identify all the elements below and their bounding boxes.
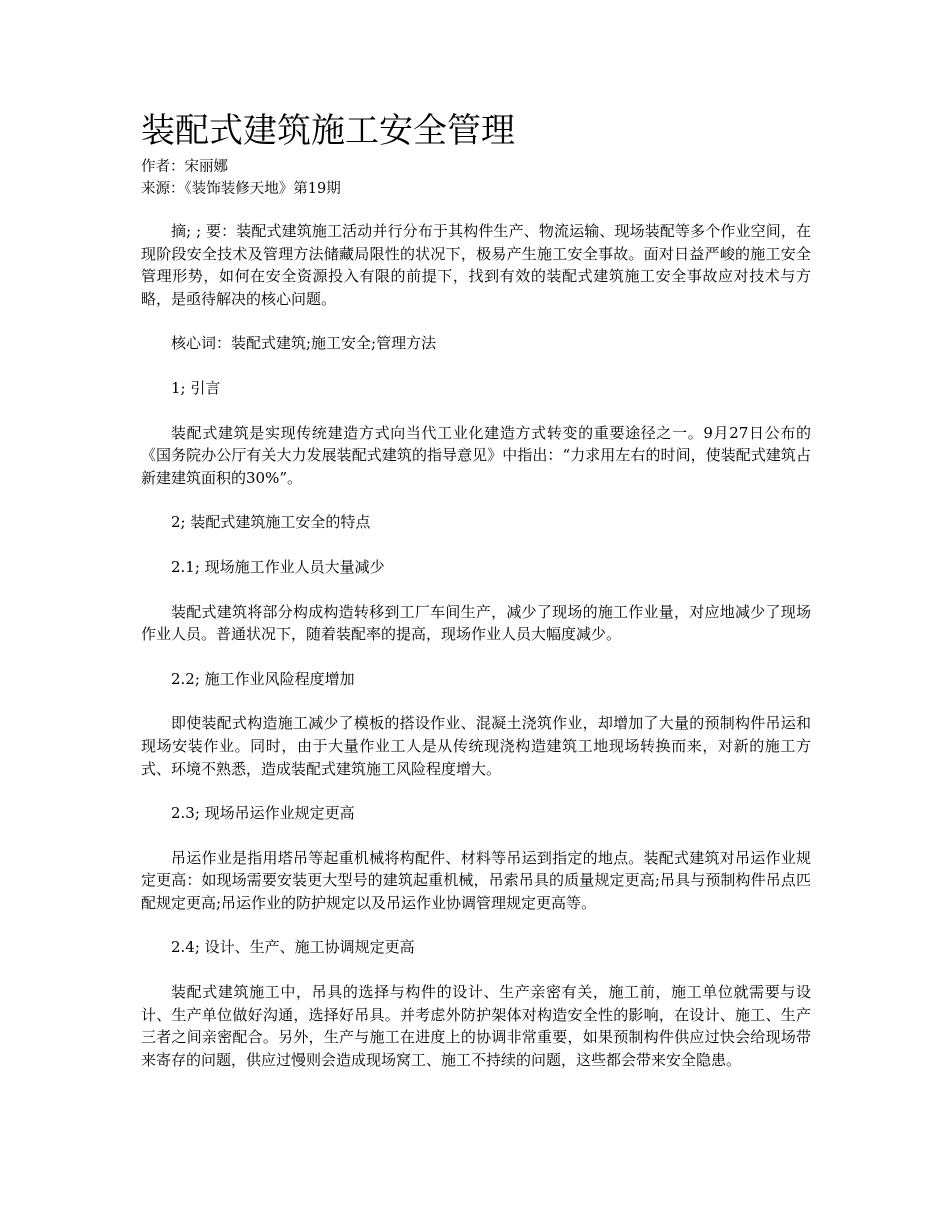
source-line: 来源：《装饰装修天地》第19期 (141, 181, 341, 197)
document-title: 装配式建筑施工安全管理 (141, 111, 515, 151)
subsection-heading-2-4: 2.4; 设计、生产、施工协调规定更高 (171, 938, 415, 957)
subsection-heading-2-3: 2.3; 现场吊运作业规定更高 (171, 804, 355, 823)
subsection-heading-2-2: 2.2; 施工作业风险程度增加 (171, 669, 355, 688)
paragraph-2-1: 装配式建筑将部分构成构造转移到工厂车间生产，减少了现场的施工作业量，对应地减少了现场作业人员。普通状况下，随着装配率的提高，现场作业人员大幅度减少。 (141, 602, 811, 644)
document-page (141, 108, 811, 1093)
section-heading-1: 1; 引言 (171, 378, 221, 397)
abstract-paragraph: 摘; ; 要：装配式建筑施工活动并行分布于其构件生产、物流运输、现场装配等多个作业空间，在现阶段安全技术及管理方法储藏局限性的状况下，极易产生施工安全事故。面对日益严峻的施工安全管理形势，如何在安全资源投入有限的前提下，找到有效的装配式建筑施工安全事故应对技术与方略，是亟待解决的核心问题。 (141, 222, 811, 308)
document-meta (141, 156, 811, 200)
subsection-heading-2-1: 2.1; 现场施工作业人员大量减少 (171, 557, 385, 576)
intro-paragraph: 装配式建筑是实现传统建造方式向当代工业化建造方式转变的重要途径之一。9月27日公布的《国务院办公厅有关大力发展装配式建筑的指导意见》中指出：“力求用左右的时间，使装配式建筑占新建建筑面积的30%”。 (141, 423, 811, 487)
paragraph-2-3: 吊运作业是指用塔吊等起重机械将构配件、材料等吊运到指定的地点。装配式建筑对吊运作业规定更高：如现场需要安装更大型号的建筑起重机械，吊索吊具的质量规定更高;吊具与预制构件吊点匹配规定更高;吊运作业的防护规定以及吊运作业协调管理规定更高等。 (141, 848, 811, 912)
paragraph-2-4: 装配式建筑施工中，吊具的选择与构件的设计、生产亲密有关，施工前，施工单位就需要与设计、生产单位做好沟通，选择好吊具。并考虑外防护架体对构造安全性的影响，在设计、施工、生产三者之间亲密配合。另外，生产与施工在进度上的协调非常重要，如果预制构件供应过快会给现场带来寄存的问题，供应过慢则会造成现场窝工、施工不持续的问题，这些都会带来安全隐患。 (141, 983, 811, 1069)
section-heading-2: 2; 装配式建筑施工安全的特点 (171, 513, 371, 532)
author-line: 作者：宋丽娜 (141, 159, 228, 175)
paragraph-2-2: 即使装配式构造施工减少了模板的搭设作业、混凝土浇筑作业，却增加了大量的预制构件吊运和现场安装作业。同时，由于大量作业工人是从传统现浇构造建筑工地现场转换而来，对新的施工方式、环境不熟悉，造成装配式建筑施工风险程度增大。 (141, 714, 811, 778)
keywords-line: 核心词：装配式建筑;施工安全;管理方法 (171, 334, 437, 353)
